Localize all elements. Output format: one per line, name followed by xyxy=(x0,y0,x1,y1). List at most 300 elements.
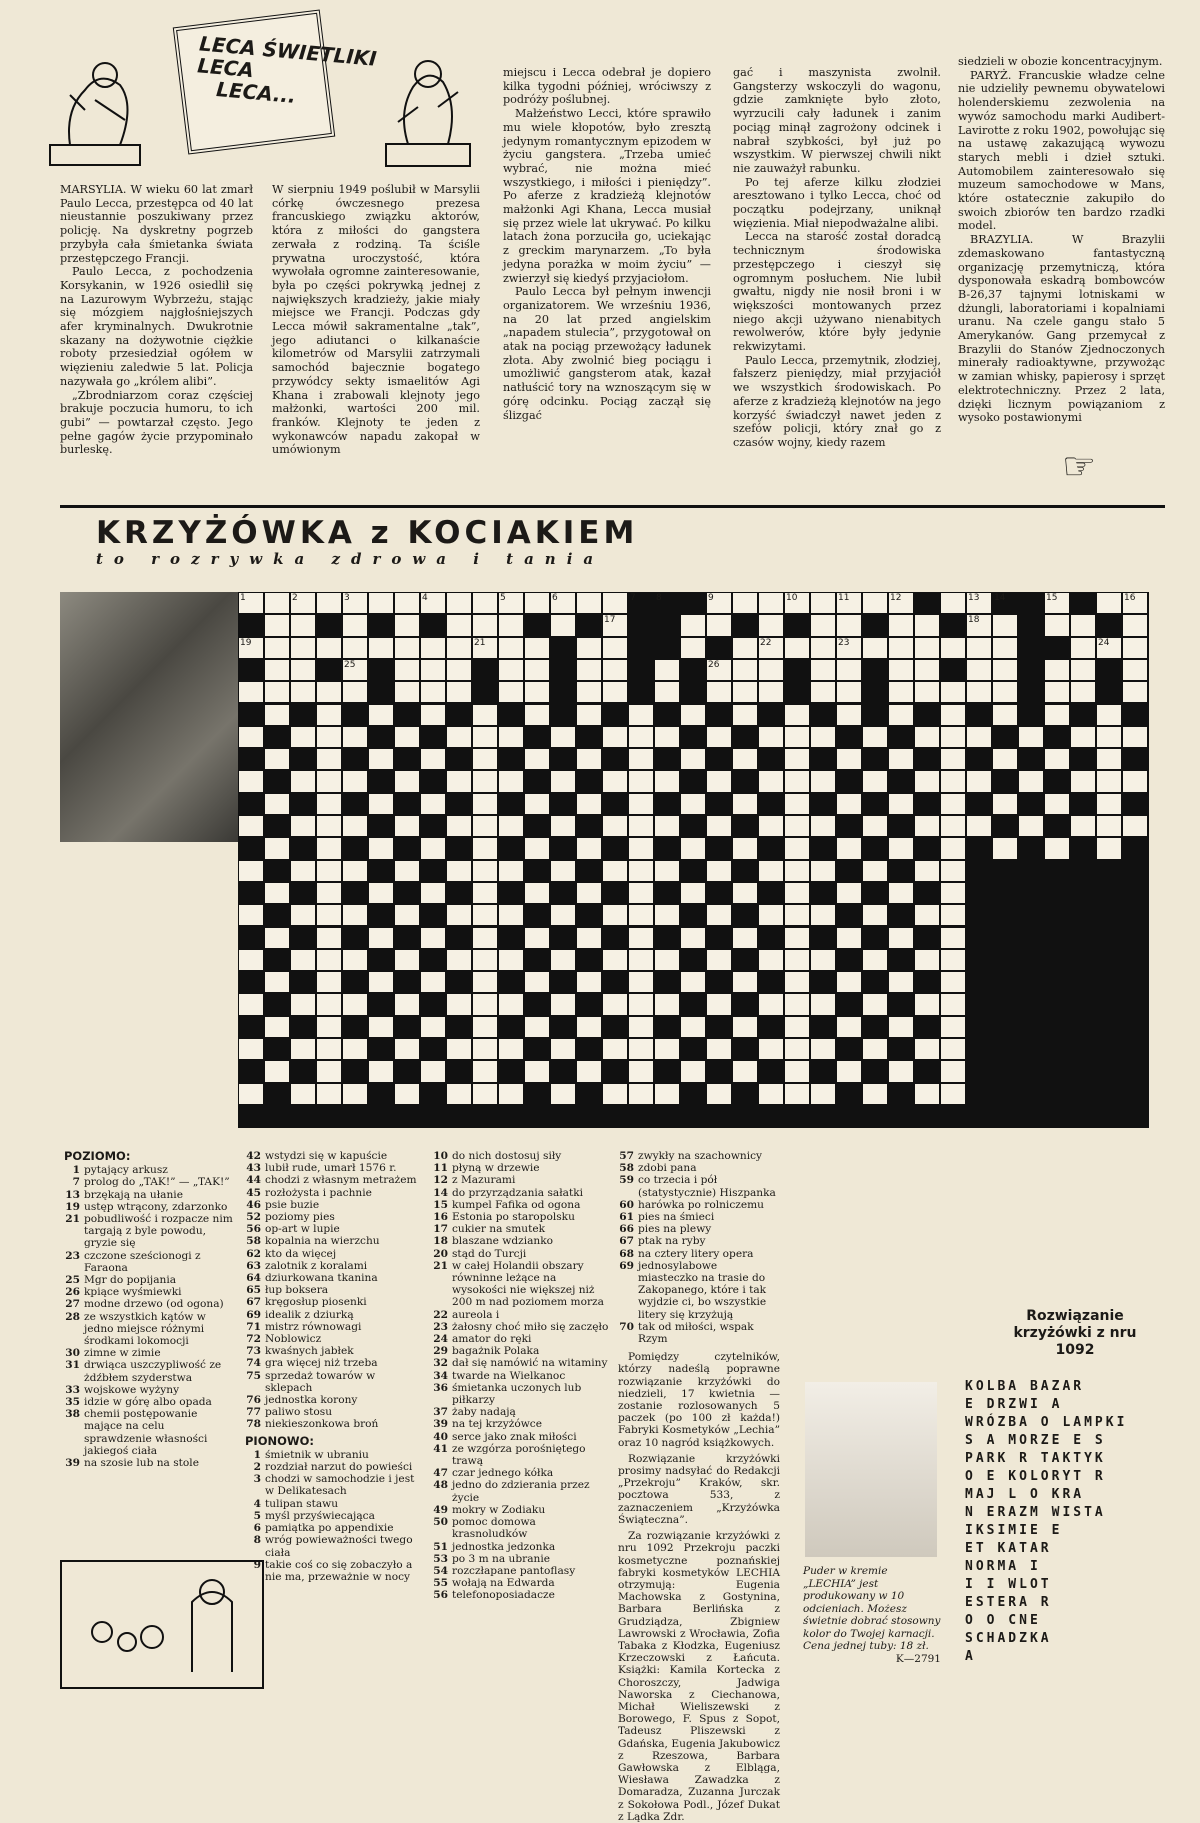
grid-cell[interactable] xyxy=(1045,749,1069,769)
grid-cell[interactable] xyxy=(317,838,341,858)
grid-cell[interactable] xyxy=(317,705,341,725)
grid-cell[interactable] xyxy=(291,1039,315,1059)
grid-cell[interactable] xyxy=(863,1084,887,1104)
grid-cell[interactable] xyxy=(317,950,341,970)
grid-cell[interactable] xyxy=(915,615,939,635)
grid-cell[interactable] xyxy=(421,928,445,948)
grid-cell[interactable] xyxy=(551,593,575,613)
grid-cell[interactable] xyxy=(733,1061,757,1081)
grid-cell[interactable] xyxy=(889,615,913,635)
grid-cell[interactable] xyxy=(733,638,757,658)
grid-cell[interactable] xyxy=(889,838,913,858)
grid-cell[interactable] xyxy=(707,950,731,970)
grid-cell[interactable] xyxy=(291,1084,315,1104)
grid-cell[interactable] xyxy=(863,861,887,881)
grid-cell[interactable] xyxy=(1071,682,1095,702)
grid-cell[interactable] xyxy=(343,816,367,836)
grid-cell[interactable] xyxy=(369,794,393,814)
grid-cell[interactable] xyxy=(395,771,419,791)
grid-cell[interactable] xyxy=(343,660,367,680)
grid-cell[interactable] xyxy=(915,816,939,836)
grid-cell[interactable] xyxy=(941,771,965,791)
grid-cell[interactable] xyxy=(291,816,315,836)
grid-cell[interactable] xyxy=(837,972,861,992)
grid-cell[interactable] xyxy=(681,883,705,903)
grid-cell[interactable] xyxy=(1045,593,1069,613)
grid-cell[interactable] xyxy=(239,593,263,613)
grid-cell[interactable] xyxy=(629,1017,653,1037)
grid-cell[interactable] xyxy=(1123,593,1147,613)
grid-cell[interactable] xyxy=(1097,705,1121,725)
grid-cell[interactable] xyxy=(577,1017,601,1037)
grid-cell[interactable] xyxy=(889,682,913,702)
grid-cell[interactable] xyxy=(993,615,1017,635)
grid-cell[interactable] xyxy=(317,994,341,1014)
grid-cell[interactable] xyxy=(291,660,315,680)
grid-cell[interactable] xyxy=(317,794,341,814)
grid-cell[interactable] xyxy=(447,660,471,680)
grid-cell[interactable] xyxy=(785,972,809,992)
grid-cell[interactable] xyxy=(265,838,289,858)
grid-cell[interactable] xyxy=(1045,794,1069,814)
grid-cell[interactable] xyxy=(811,816,835,836)
grid-cell[interactable] xyxy=(317,593,341,613)
grid-cell[interactable] xyxy=(993,638,1017,658)
grid-cell[interactable] xyxy=(785,928,809,948)
grid-cell[interactable] xyxy=(681,838,705,858)
grid-cell[interactable] xyxy=(239,861,263,881)
grid-cell[interactable] xyxy=(889,660,913,680)
grid-cell[interactable] xyxy=(239,1084,263,1104)
grid-cell[interactable] xyxy=(785,1061,809,1081)
grid-cell[interactable] xyxy=(681,705,705,725)
grid-cell[interactable] xyxy=(317,972,341,992)
grid-cell[interactable] xyxy=(941,1061,965,1081)
grid-cell[interactable] xyxy=(473,1017,497,1037)
grid-cell[interactable] xyxy=(369,838,393,858)
grid-cell[interactable] xyxy=(1019,771,1043,791)
grid-cell[interactable] xyxy=(629,928,653,948)
grid-cell[interactable] xyxy=(785,705,809,725)
grid-cell[interactable] xyxy=(473,1039,497,1059)
grid-cell[interactable] xyxy=(681,928,705,948)
grid-cell[interactable] xyxy=(837,928,861,948)
grid-cell[interactable] xyxy=(941,972,965,992)
grid-cell[interactable] xyxy=(499,950,523,970)
grid-cell[interactable] xyxy=(265,660,289,680)
grid-cell[interactable] xyxy=(421,1017,445,1037)
grid-cell[interactable] xyxy=(863,771,887,791)
grid-cell[interactable] xyxy=(941,749,965,769)
grid-cell[interactable] xyxy=(239,950,263,970)
grid-cell[interactable] xyxy=(707,816,731,836)
grid-cell[interactable] xyxy=(759,682,783,702)
grid-cell[interactable] xyxy=(421,1061,445,1081)
grid-cell[interactable] xyxy=(577,593,601,613)
grid-cell[interactable] xyxy=(291,593,315,613)
grid-cell[interactable] xyxy=(1097,749,1121,769)
grid-cell[interactable] xyxy=(707,615,731,635)
grid-cell[interactable] xyxy=(343,905,367,925)
grid-cell[interactable] xyxy=(343,771,367,791)
grid-cell[interactable] xyxy=(889,972,913,992)
grid-cell[interactable] xyxy=(317,1084,341,1104)
grid-cell[interactable] xyxy=(629,994,653,1014)
grid-cell[interactable] xyxy=(447,905,471,925)
grid-cell[interactable] xyxy=(629,1084,653,1104)
grid-cell[interactable] xyxy=(941,1084,965,1104)
grid-cell[interactable] xyxy=(941,950,965,970)
grid-cell[interactable] xyxy=(759,638,783,658)
grid-cell[interactable] xyxy=(369,593,393,613)
grid-cell[interactable] xyxy=(473,615,497,635)
grid-cell[interactable] xyxy=(473,771,497,791)
grid-cell[interactable] xyxy=(317,1017,341,1037)
grid-cell[interactable] xyxy=(603,1039,627,1059)
grid-cell[interactable] xyxy=(915,727,939,747)
grid-cell[interactable] xyxy=(473,972,497,992)
grid-cell[interactable] xyxy=(967,771,991,791)
grid-cell[interactable] xyxy=(993,749,1017,769)
grid-cell[interactable] xyxy=(941,994,965,1014)
grid-cell[interactable] xyxy=(343,950,367,970)
grid-cell[interactable] xyxy=(577,1061,601,1081)
grid-cell[interactable] xyxy=(473,1084,497,1104)
grid-cell[interactable] xyxy=(967,593,991,613)
grid-cell[interactable] xyxy=(447,638,471,658)
grid-cell[interactable] xyxy=(681,1017,705,1037)
grid-cell[interactable] xyxy=(915,1039,939,1059)
grid-cell[interactable] xyxy=(291,861,315,881)
grid-cell[interactable] xyxy=(603,660,627,680)
grid-cell[interactable] xyxy=(863,950,887,970)
grid-cell[interactable] xyxy=(499,1039,523,1059)
grid-cell[interactable] xyxy=(759,861,783,881)
grid-cell[interactable] xyxy=(629,905,653,925)
grid-cell[interactable] xyxy=(1123,771,1147,791)
grid-cell[interactable] xyxy=(525,1017,549,1037)
grid-cell[interactable] xyxy=(1097,638,1121,658)
grid-cell[interactable] xyxy=(1097,593,1121,613)
grid-cell[interactable] xyxy=(447,727,471,747)
grid-cell[interactable] xyxy=(967,638,991,658)
grid-cell[interactable] xyxy=(317,816,341,836)
grid-cell[interactable] xyxy=(785,816,809,836)
grid-cell[interactable] xyxy=(265,682,289,702)
grid-cell[interactable] xyxy=(629,883,653,903)
grid-cell[interactable] xyxy=(863,994,887,1014)
grid-cell[interactable] xyxy=(473,950,497,970)
grid-cell[interactable] xyxy=(733,1017,757,1037)
grid-cell[interactable] xyxy=(343,1039,367,1059)
grid-cell[interactable] xyxy=(1071,615,1095,635)
grid-cell[interactable] xyxy=(291,682,315,702)
grid-cell[interactable] xyxy=(707,682,731,702)
grid-cell[interactable] xyxy=(785,1084,809,1104)
grid-cell[interactable] xyxy=(577,638,601,658)
grid-cell[interactable] xyxy=(889,1017,913,1037)
grid-cell[interactable] xyxy=(499,682,523,702)
grid-cell[interactable] xyxy=(785,861,809,881)
grid-cell[interactable] xyxy=(941,905,965,925)
grid-cell[interactable] xyxy=(759,660,783,680)
grid-cell[interactable] xyxy=(1123,660,1147,680)
grid-cell[interactable] xyxy=(941,727,965,747)
grid-cell[interactable] xyxy=(265,883,289,903)
grid-cell[interactable] xyxy=(993,838,1017,858)
grid-cell[interactable] xyxy=(915,994,939,1014)
grid-cell[interactable] xyxy=(447,771,471,791)
grid-cell[interactable] xyxy=(629,972,653,992)
grid-cell[interactable] xyxy=(239,905,263,925)
grid-cell[interactable] xyxy=(395,682,419,702)
grid-cell[interactable] xyxy=(863,727,887,747)
grid-cell[interactable] xyxy=(1045,705,1069,725)
grid-cell[interactable] xyxy=(317,771,341,791)
grid-cell[interactable] xyxy=(577,794,601,814)
grid-cell[interactable] xyxy=(629,794,653,814)
grid-cell[interactable] xyxy=(681,1061,705,1081)
grid-cell[interactable] xyxy=(785,794,809,814)
grid-cell[interactable] xyxy=(1123,727,1147,747)
grid-cell[interactable] xyxy=(239,727,263,747)
grid-cell[interactable] xyxy=(603,816,627,836)
grid-cell[interactable] xyxy=(421,838,445,858)
grid-cell[interactable] xyxy=(551,950,575,970)
grid-cell[interactable] xyxy=(499,1084,523,1104)
grid-cell[interactable] xyxy=(473,838,497,858)
grid-cell[interactable] xyxy=(551,905,575,925)
grid-cell[interactable] xyxy=(603,905,627,925)
grid-cell[interactable] xyxy=(655,727,679,747)
grid-cell[interactable] xyxy=(551,1084,575,1104)
grid-cell[interactable] xyxy=(629,838,653,858)
grid-cell[interactable] xyxy=(265,1061,289,1081)
grid-cell[interactable] xyxy=(811,994,835,1014)
grid-cell[interactable] xyxy=(447,994,471,1014)
grid-cell[interactable] xyxy=(733,749,757,769)
grid-cell[interactable] xyxy=(317,861,341,881)
grid-cell[interactable] xyxy=(317,727,341,747)
grid-cell[interactable] xyxy=(707,660,731,680)
grid-cell[interactable] xyxy=(941,705,965,725)
grid-cell[interactable] xyxy=(1123,615,1147,635)
grid-cell[interactable] xyxy=(291,905,315,925)
grid-cell[interactable] xyxy=(447,861,471,881)
grid-cell[interactable] xyxy=(473,816,497,836)
grid-cell[interactable] xyxy=(447,593,471,613)
grid-cell[interactable] xyxy=(447,1039,471,1059)
grid-cell[interactable] xyxy=(473,1061,497,1081)
grid-cell[interactable] xyxy=(655,861,679,881)
grid-cell[interactable] xyxy=(889,749,913,769)
grid-cell[interactable] xyxy=(759,994,783,1014)
grid-cell[interactable] xyxy=(525,593,549,613)
grid-cell[interactable] xyxy=(551,816,575,836)
grid-cell[interactable] xyxy=(785,1017,809,1037)
grid-cell[interactable] xyxy=(603,861,627,881)
grid-cell[interactable] xyxy=(681,972,705,992)
grid-cell[interactable] xyxy=(655,682,679,702)
grid-cell[interactable] xyxy=(239,771,263,791)
grid-cell[interactable] xyxy=(421,705,445,725)
grid-cell[interactable] xyxy=(811,638,835,658)
grid-cell[interactable] xyxy=(1097,838,1121,858)
grid-cell[interactable] xyxy=(993,660,1017,680)
grid-cell[interactable] xyxy=(889,1061,913,1081)
grid-cell[interactable] xyxy=(993,705,1017,725)
grid-cell[interactable] xyxy=(863,593,887,613)
grid-cell[interactable] xyxy=(525,705,549,725)
grid-cell[interactable] xyxy=(655,994,679,1014)
grid-cell[interactable] xyxy=(811,950,835,970)
grid-cell[interactable] xyxy=(941,816,965,836)
grid-cell[interactable] xyxy=(1123,682,1147,702)
grid-cell[interactable] xyxy=(733,794,757,814)
grid-cell[interactable] xyxy=(369,705,393,725)
grid-cell[interactable] xyxy=(629,1061,653,1081)
grid-cell[interactable] xyxy=(655,816,679,836)
grid-cell[interactable] xyxy=(291,950,315,970)
grid-cell[interactable] xyxy=(291,727,315,747)
grid-cell[interactable] xyxy=(343,861,367,881)
grid-cell[interactable] xyxy=(499,771,523,791)
grid-cell[interactable] xyxy=(707,905,731,925)
grid-cell[interactable] xyxy=(733,682,757,702)
grid-cell[interactable] xyxy=(967,727,991,747)
grid-cell[interactable] xyxy=(889,705,913,725)
grid-cell[interactable] xyxy=(655,771,679,791)
grid-cell[interactable] xyxy=(239,816,263,836)
grid-cell[interactable] xyxy=(447,816,471,836)
grid-cell[interactable] xyxy=(785,638,809,658)
grid-cell[interactable] xyxy=(629,950,653,970)
grid-cell[interactable] xyxy=(447,950,471,970)
grid-cell[interactable] xyxy=(707,771,731,791)
grid-cell[interactable] xyxy=(941,883,965,903)
grid-cell[interactable] xyxy=(603,615,627,635)
grid-cell[interactable] xyxy=(785,593,809,613)
grid-cell[interactable] xyxy=(733,838,757,858)
grid-cell[interactable] xyxy=(473,994,497,1014)
grid-cell[interactable] xyxy=(473,794,497,814)
grid-cell[interactable] xyxy=(837,593,861,613)
grid-cell[interactable] xyxy=(915,905,939,925)
grid-cell[interactable] xyxy=(1071,638,1095,658)
grid-cell[interactable] xyxy=(525,794,549,814)
grid-cell[interactable] xyxy=(551,727,575,747)
grid-cell[interactable] xyxy=(915,682,939,702)
grid-cell[interactable] xyxy=(759,1039,783,1059)
grid-cell[interactable] xyxy=(395,905,419,925)
grid-cell[interactable] xyxy=(265,1017,289,1037)
grid-cell[interactable] xyxy=(603,727,627,747)
grid-cell[interactable] xyxy=(941,1039,965,1059)
grid-cell[interactable] xyxy=(395,994,419,1014)
grid-cell[interactable] xyxy=(1071,816,1095,836)
grid-cell[interactable] xyxy=(473,705,497,725)
grid-cell[interactable] xyxy=(473,638,497,658)
grid-cell[interactable] xyxy=(655,660,679,680)
grid-cell[interactable] xyxy=(733,972,757,992)
grid-cell[interactable] xyxy=(837,794,861,814)
grid-cell[interactable] xyxy=(395,950,419,970)
grid-cell[interactable] xyxy=(525,1061,549,1081)
grid-cell[interactable] xyxy=(655,905,679,925)
grid-cell[interactable] xyxy=(759,950,783,970)
grid-cell[interactable] xyxy=(473,883,497,903)
grid-cell[interactable] xyxy=(525,749,549,769)
grid-cell[interactable] xyxy=(395,638,419,658)
grid-cell[interactable] xyxy=(837,638,861,658)
grid-cell[interactable] xyxy=(785,905,809,925)
grid-cell[interactable] xyxy=(395,816,419,836)
grid-cell[interactable] xyxy=(941,838,965,858)
grid-cell[interactable] xyxy=(837,615,861,635)
grid-cell[interactable] xyxy=(551,861,575,881)
grid-cell[interactable] xyxy=(785,838,809,858)
grid-cell[interactable] xyxy=(629,816,653,836)
grid-cell[interactable] xyxy=(785,727,809,747)
grid-cell[interactable] xyxy=(317,682,341,702)
grid-cell[interactable] xyxy=(603,638,627,658)
grid-cell[interactable] xyxy=(1071,660,1095,680)
grid-cell[interactable] xyxy=(473,905,497,925)
grid-cell[interactable] xyxy=(915,861,939,881)
grid-cell[interactable] xyxy=(499,638,523,658)
grid-cell[interactable] xyxy=(629,705,653,725)
grid-cell[interactable] xyxy=(473,749,497,769)
grid-cell[interactable] xyxy=(577,838,601,858)
grid-cell[interactable] xyxy=(265,705,289,725)
grid-cell[interactable] xyxy=(915,638,939,658)
grid-cell[interactable] xyxy=(1097,816,1121,836)
grid-cell[interactable] xyxy=(811,593,835,613)
grid-cell[interactable] xyxy=(811,615,835,635)
grid-cell[interactable] xyxy=(421,972,445,992)
grid-cell[interactable] xyxy=(525,928,549,948)
grid-cell[interactable] xyxy=(603,593,627,613)
grid-cell[interactable] xyxy=(317,749,341,769)
grid-cell[interactable] xyxy=(941,1017,965,1037)
grid-cell[interactable] xyxy=(629,1039,653,1059)
grid-cell[interactable] xyxy=(395,660,419,680)
grid-cell[interactable] xyxy=(1097,771,1121,791)
grid-cell[interactable] xyxy=(863,905,887,925)
grid-cell[interactable] xyxy=(707,1039,731,1059)
grid-cell[interactable] xyxy=(265,615,289,635)
grid-cell[interactable] xyxy=(811,1039,835,1059)
grid-cell[interactable] xyxy=(1071,771,1095,791)
grid-cell[interactable] xyxy=(499,615,523,635)
grid-cell[interactable] xyxy=(629,727,653,747)
grid-cell[interactable] xyxy=(525,638,549,658)
grid-cell[interactable] xyxy=(473,928,497,948)
grid-cell[interactable] xyxy=(447,1084,471,1104)
grid-cell[interactable] xyxy=(681,615,705,635)
grid-cell[interactable] xyxy=(499,994,523,1014)
grid-cell[interactable] xyxy=(317,905,341,925)
grid-cell[interactable] xyxy=(239,682,263,702)
grid-cell[interactable] xyxy=(369,638,393,658)
grid-cell[interactable] xyxy=(967,816,991,836)
grid-cell[interactable] xyxy=(499,861,523,881)
grid-cell[interactable] xyxy=(499,816,523,836)
grid-cell[interactable] xyxy=(811,771,835,791)
grid-cell[interactable] xyxy=(785,994,809,1014)
grid-cell[interactable] xyxy=(343,994,367,1014)
grid-cell[interactable] xyxy=(473,727,497,747)
